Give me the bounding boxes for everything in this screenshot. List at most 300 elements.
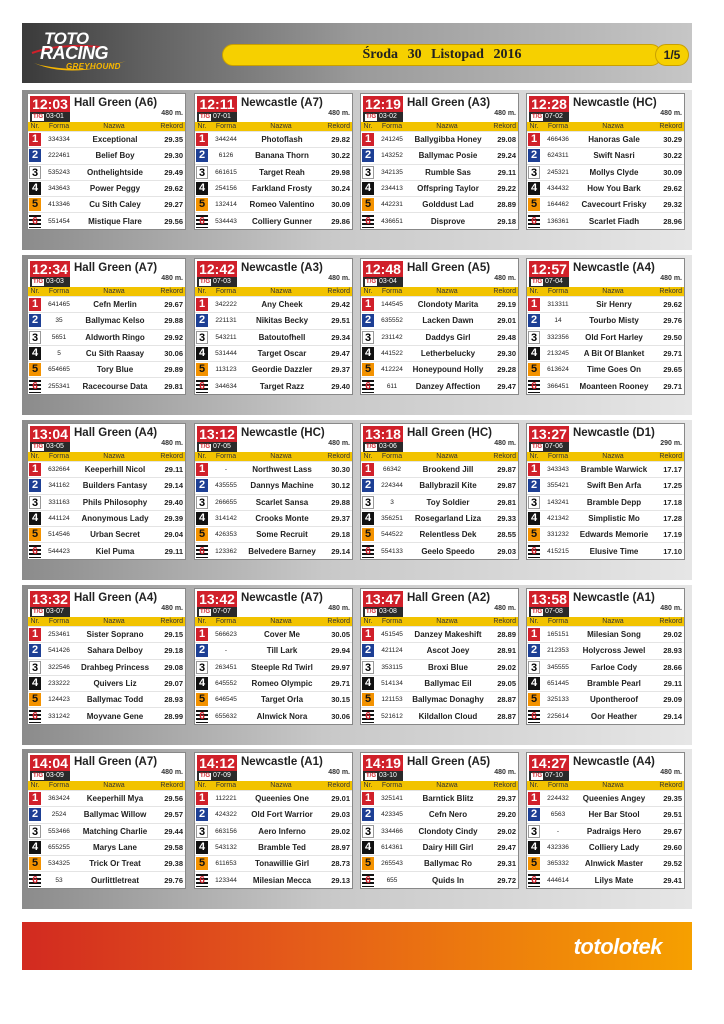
runner-form: 143241 bbox=[547, 498, 569, 506]
runner-name: Tourbo Misty bbox=[589, 316, 639, 326]
runner-form: 144545 bbox=[381, 301, 403, 309]
runner-record: 28.91 bbox=[497, 646, 516, 656]
runner-name: Ballymac Kelso bbox=[85, 316, 145, 326]
col-rekord: Rekord bbox=[160, 288, 183, 295]
runner-form: 423345 bbox=[381, 811, 403, 819]
runner-record: 28.99 bbox=[164, 711, 183, 721]
runner-name: Scarlet Fiadh bbox=[588, 216, 640, 226]
trap-number: 5 bbox=[528, 363, 540, 376]
race-code-value: 07-04 bbox=[545, 278, 563, 285]
runner-form: 334466 bbox=[381, 827, 403, 835]
runner-row bbox=[527, 855, 684, 871]
runner-row bbox=[28, 345, 185, 361]
trap-number: 1 bbox=[196, 792, 208, 805]
runner-name: Clondoty Cindy bbox=[418, 826, 478, 836]
runner-row bbox=[527, 526, 684, 542]
runner-name: Simplistic Mo bbox=[588, 514, 640, 524]
runner-name: Old Fort Warrior bbox=[251, 810, 313, 820]
column-headers bbox=[527, 122, 684, 131]
runner-record: 29.81 bbox=[164, 381, 183, 391]
col-nr: Nr. bbox=[363, 453, 373, 460]
runner-form: 432336 bbox=[547, 844, 569, 852]
runner-form: 255341 bbox=[48, 382, 70, 390]
trap-number: 6 bbox=[196, 545, 208, 558]
page-footer bbox=[22, 922, 692, 970]
runner-name: Ballymac Posie bbox=[418, 151, 478, 161]
trap-number: 5 bbox=[362, 857, 374, 870]
col-nr: Nr. bbox=[529, 123, 539, 130]
column-headers bbox=[28, 452, 185, 461]
runner-name: Power Peggy bbox=[89, 184, 141, 194]
runner-row bbox=[361, 790, 518, 806]
runner-form: 245321 bbox=[547, 168, 569, 176]
runner-row bbox=[361, 329, 518, 345]
runner-record: 29.02 bbox=[497, 826, 516, 836]
runner-name: Some Recruit bbox=[256, 530, 308, 540]
runner-form: 234413 bbox=[381, 185, 403, 193]
runner-row bbox=[28, 180, 185, 196]
trap-number: 3 bbox=[29, 496, 41, 509]
runner-record: 29.47 bbox=[331, 349, 350, 359]
runner-row bbox=[527, 180, 684, 196]
race-distance: 480 m. bbox=[660, 605, 682, 612]
runner-name: Old Fort Harley bbox=[585, 332, 643, 342]
runner-record: 29.65 bbox=[663, 365, 682, 375]
runner-name: Moanteen Rooney bbox=[579, 381, 649, 391]
runner-form: 265543 bbox=[381, 860, 403, 868]
runner-name: Upontheroof bbox=[590, 695, 638, 705]
trap-number: 3 bbox=[362, 331, 374, 344]
trap-number: 2 bbox=[528, 149, 540, 162]
trap-number: 5 bbox=[29, 363, 41, 376]
trap-number: 4 bbox=[362, 182, 374, 195]
trap-number: 5 bbox=[196, 363, 208, 376]
runner-name: Keeperhill Nicol bbox=[84, 465, 146, 475]
trap-number: 5 bbox=[528, 528, 540, 541]
runner-name: Anonymous Lady bbox=[81, 514, 149, 524]
race-time: 13:47 bbox=[363, 591, 403, 607]
race-code-value: 07-05 bbox=[213, 443, 231, 450]
race-distance: 480 m. bbox=[494, 440, 516, 447]
runner-name: Kildallon Cloud bbox=[418, 711, 478, 721]
runner-record: 29.27 bbox=[164, 200, 183, 210]
race-code bbox=[529, 277, 569, 287]
col-forma: Forma bbox=[48, 123, 70, 130]
runner-name: A Bit Of Blanket bbox=[583, 349, 645, 359]
col-rekord: Rekord bbox=[160, 453, 183, 460]
runner-row bbox=[28, 461, 185, 477]
tg-label: T/G bbox=[366, 609, 376, 615]
col-nr: Nr. bbox=[529, 782, 539, 789]
trap-number: 1 bbox=[196, 463, 208, 476]
race-track: Hall Green (A7) bbox=[74, 262, 158, 274]
runner-row bbox=[195, 855, 352, 871]
col-nazwa: Nazwa bbox=[270, 123, 292, 130]
column-headers bbox=[28, 122, 185, 131]
race-header bbox=[361, 259, 518, 287]
runner-name: Holycross Jewel bbox=[582, 646, 646, 656]
runner-name: Cavecourt Frisky bbox=[581, 200, 647, 210]
runner-form: 424322 bbox=[215, 811, 237, 819]
runner-name: Cefn Merlin bbox=[93, 300, 137, 310]
runner-name: Target Razz bbox=[259, 381, 305, 391]
trap-number: 6 bbox=[362, 874, 374, 887]
runner-name: Geordie Dazzler bbox=[251, 365, 313, 375]
runner-form: 441522 bbox=[381, 350, 403, 358]
trap-number: 1 bbox=[528, 298, 540, 311]
runner-form: 124423 bbox=[48, 696, 70, 704]
runner-row bbox=[195, 377, 352, 393]
race-track: Hall Green (A2) bbox=[407, 592, 491, 604]
runner-record: 29.62 bbox=[663, 300, 682, 310]
race-card bbox=[360, 93, 519, 230]
runner-form: 344634 bbox=[215, 382, 237, 390]
tg-label: T/G bbox=[200, 609, 210, 615]
trap-number: 2 bbox=[196, 479, 208, 492]
runner-form: 624311 bbox=[547, 152, 569, 160]
runner-form: 212353 bbox=[547, 647, 569, 655]
runner-row bbox=[527, 494, 684, 510]
runner-row bbox=[527, 312, 684, 328]
runner-row bbox=[527, 806, 684, 822]
runner-row bbox=[28, 510, 185, 526]
runner-row bbox=[361, 839, 518, 855]
trap-number: 1 bbox=[29, 463, 41, 476]
runner-name: Cu Sith Caley bbox=[89, 200, 141, 210]
runner-name: Ballybrazil Kite bbox=[419, 481, 477, 491]
runner-record: 29.18 bbox=[497, 216, 516, 226]
col-nazwa: Nazwa bbox=[436, 618, 458, 625]
race-code bbox=[197, 607, 237, 617]
runner-row bbox=[527, 377, 684, 393]
race-code-value: 03-10 bbox=[379, 772, 397, 779]
runner-form: 541426 bbox=[48, 647, 70, 655]
race-code-value: 03-02 bbox=[379, 113, 397, 120]
runner-form: 112221 bbox=[215, 795, 237, 803]
tg-label: T/G bbox=[532, 609, 542, 615]
runner-row bbox=[195, 526, 352, 542]
column-headers bbox=[195, 287, 352, 296]
runner-record: 29.47 bbox=[497, 381, 516, 391]
race-time: 14:27 bbox=[529, 755, 569, 771]
trap-number: 3 bbox=[196, 166, 208, 179]
trap-number: 3 bbox=[196, 825, 208, 838]
race-code bbox=[197, 771, 237, 781]
runner-name: Target Orla bbox=[260, 695, 304, 705]
race-track: Newcastle (A4) bbox=[573, 756, 655, 768]
runner-name: Tonawillie Girl bbox=[254, 859, 310, 869]
trap-number: 3 bbox=[362, 825, 374, 838]
runner-record: 29.38 bbox=[164, 859, 183, 869]
date-year: 2016 bbox=[493, 47, 522, 62]
runner-record: 28.73 bbox=[331, 859, 350, 869]
race-header bbox=[527, 589, 684, 617]
runner-name: Geelo Speedo bbox=[421, 546, 475, 556]
trap-number: 4 bbox=[29, 512, 41, 525]
race-code bbox=[197, 112, 237, 122]
race-header bbox=[28, 259, 185, 287]
trap-number: 3 bbox=[196, 661, 208, 674]
runner-name: Quids In bbox=[432, 875, 464, 885]
tg-label: T/G bbox=[200, 279, 210, 285]
runner-name: Brookend Jill bbox=[422, 465, 474, 475]
runner-record: 29.82 bbox=[331, 135, 350, 145]
race-distance: 480 m. bbox=[660, 769, 682, 776]
runner-form: 415215 bbox=[547, 547, 569, 555]
runner-form: 421124 bbox=[381, 647, 403, 655]
race-track: Hall Green (A3) bbox=[407, 97, 491, 109]
runner-row bbox=[195, 494, 352, 510]
runner-row bbox=[28, 296, 185, 312]
race-header bbox=[28, 424, 185, 452]
tg-label: T/G bbox=[33, 609, 43, 615]
runner-row bbox=[28, 212, 185, 228]
runner-name: Romeo Valentino bbox=[249, 200, 315, 210]
runner-record: 17.19 bbox=[663, 530, 682, 540]
toto-racing-logo bbox=[30, 29, 140, 77]
runner-form: 614361 bbox=[381, 844, 403, 852]
tg-label: T/G bbox=[532, 773, 542, 779]
runner-record: 28.66 bbox=[663, 662, 682, 672]
trap-number: 5 bbox=[196, 528, 208, 541]
runner-record: 29.24 bbox=[497, 151, 516, 161]
race-card bbox=[27, 93, 186, 230]
runner-row bbox=[195, 626, 352, 642]
race-track: Newcastle (A7) bbox=[241, 97, 323, 109]
runner-record: 29.20 bbox=[497, 810, 516, 820]
runner-name: Danzey Affection bbox=[415, 381, 481, 391]
runner-name: Edwards Memorie bbox=[579, 530, 649, 540]
race-distance: 480 m. bbox=[328, 440, 350, 447]
runner-row bbox=[28, 823, 185, 839]
runner-form: 331242 bbox=[48, 712, 70, 720]
runner-name: Ballygibba Honey bbox=[414, 135, 482, 145]
trap-number: 4 bbox=[196, 347, 208, 360]
trap-number: 6 bbox=[196, 710, 208, 723]
race-code-value: 03-01 bbox=[46, 113, 64, 120]
tg-label: T/G bbox=[532, 114, 542, 120]
col-rekord: Rekord bbox=[659, 453, 682, 460]
runner-record: 30.09 bbox=[663, 167, 682, 177]
runner-name: Farloe Cody bbox=[590, 662, 638, 672]
runner-row bbox=[28, 329, 185, 345]
col-nazwa: Nazwa bbox=[103, 453, 125, 460]
race-card bbox=[194, 588, 353, 725]
logo-line3: GREYHOUND bbox=[66, 62, 121, 71]
runner-form: 534443 bbox=[215, 217, 237, 225]
race-distance: 480 m. bbox=[660, 110, 682, 117]
race-header bbox=[527, 94, 684, 122]
runner-name: Drahbeg Princess bbox=[80, 662, 150, 672]
col-forma: Forma bbox=[215, 123, 237, 130]
runner-record: 29.30 bbox=[164, 151, 183, 161]
runner-record: 29.76 bbox=[164, 875, 183, 885]
runner-form: 241245 bbox=[381, 136, 403, 144]
race-card bbox=[360, 752, 519, 889]
runner-form: 342222 bbox=[215, 301, 237, 309]
runner-name: Target Reah bbox=[259, 167, 305, 177]
race-card bbox=[526, 258, 685, 395]
runner-row bbox=[28, 659, 185, 675]
race-card bbox=[526, 93, 685, 230]
runner-form: 543211 bbox=[215, 333, 237, 341]
runner-record: 17.18 bbox=[663, 497, 682, 507]
runner-name: Crooks Monte bbox=[255, 514, 309, 524]
trap-number: 4 bbox=[196, 841, 208, 854]
runner-record: 29.07 bbox=[164, 679, 183, 689]
race-code bbox=[30, 607, 70, 617]
trap-number: 4 bbox=[528, 677, 540, 690]
race-distance: 480 m. bbox=[161, 440, 183, 447]
trap-number: 3 bbox=[29, 825, 41, 838]
runner-row bbox=[361, 164, 518, 180]
runner-record: 29.01 bbox=[497, 316, 516, 326]
col-nazwa: Nazwa bbox=[270, 782, 292, 789]
trap-number: 6 bbox=[362, 710, 374, 723]
runner-name: Sister Soprano bbox=[86, 630, 144, 640]
trap-number: 5 bbox=[362, 528, 374, 541]
runner-row bbox=[361, 626, 518, 642]
runner-name: Her Bar Stool bbox=[588, 810, 640, 820]
runner-form: 661615 bbox=[215, 168, 237, 176]
runner-record: 29.35 bbox=[663, 794, 682, 804]
runner-record: 28.96 bbox=[663, 216, 682, 226]
runner-record: 29.37 bbox=[497, 794, 516, 804]
runner-row bbox=[28, 642, 185, 658]
runner-name: Moyvane Gene bbox=[86, 711, 144, 721]
runner-record: 29.01 bbox=[331, 794, 350, 804]
race-time: 12:57 bbox=[529, 261, 569, 277]
runner-name: Scarlet Sansa bbox=[255, 497, 309, 507]
trap-number: 6 bbox=[29, 710, 41, 723]
trap-number: 1 bbox=[528, 792, 540, 805]
race-header bbox=[527, 259, 684, 287]
col-nr: Nr. bbox=[363, 782, 373, 789]
runner-name: Alnwick Nora bbox=[256, 711, 308, 721]
trap-number: 4 bbox=[196, 512, 208, 525]
runner-name: Belief Boy bbox=[95, 151, 135, 161]
col-rekord: Rekord bbox=[493, 123, 516, 130]
runner-record: 29.14 bbox=[164, 481, 183, 491]
col-nr: Nr. bbox=[30, 618, 40, 625]
runner-row bbox=[195, 131, 352, 147]
trap-number: 2 bbox=[362, 644, 374, 657]
runner-row bbox=[361, 675, 518, 691]
race-card bbox=[526, 752, 685, 889]
runner-row bbox=[527, 659, 684, 675]
runner-row bbox=[527, 164, 684, 180]
trap-number: 2 bbox=[29, 808, 41, 821]
runner-record: 29.56 bbox=[164, 216, 183, 226]
trap-number: 3 bbox=[528, 331, 540, 344]
runner-form: - bbox=[224, 647, 228, 655]
trap-number: 3 bbox=[29, 166, 41, 179]
race-track: Newcastle (A1) bbox=[241, 756, 323, 768]
trap-number: 4 bbox=[362, 347, 374, 360]
runner-form: 531444 bbox=[215, 350, 237, 358]
runner-form: 53 bbox=[55, 876, 63, 884]
race-distance: 480 m. bbox=[660, 275, 682, 282]
runner-record: 29.87 bbox=[497, 465, 516, 475]
column-headers bbox=[527, 617, 684, 626]
race-header bbox=[361, 94, 518, 122]
runner-row bbox=[195, 477, 352, 493]
runner-record: 17.17 bbox=[663, 465, 682, 475]
tg-label: T/G bbox=[532, 279, 542, 285]
runner-record: 29.08 bbox=[497, 135, 516, 145]
col-rekord: Rekord bbox=[659, 782, 682, 789]
col-forma: Forma bbox=[48, 453, 70, 460]
runner-record: 29.57 bbox=[164, 810, 183, 820]
trap-number: 6 bbox=[362, 380, 374, 393]
runner-form: 266655 bbox=[215, 498, 237, 506]
runner-row bbox=[195, 659, 352, 675]
race-card bbox=[360, 258, 519, 395]
runner-form: 132414 bbox=[215, 201, 237, 209]
trap-number: 1 bbox=[528, 133, 540, 146]
trap-number: 1 bbox=[362, 792, 374, 805]
runner-form: 611653 bbox=[215, 860, 237, 868]
runner-form: 645552 bbox=[215, 680, 237, 688]
race-header bbox=[195, 259, 352, 287]
runner-form: 165151 bbox=[547, 631, 569, 639]
runner-name: Lacken Dawn bbox=[422, 316, 474, 326]
runner-record: 29.94 bbox=[331, 646, 350, 656]
runner-name: Target Oscar bbox=[257, 349, 307, 359]
column-headers bbox=[527, 452, 684, 461]
race-code-value: 07-06 bbox=[545, 443, 563, 450]
runner-form: 521612 bbox=[381, 712, 403, 720]
col-forma: Forma bbox=[381, 618, 403, 625]
runner-row bbox=[527, 839, 684, 855]
runner-record: 28.55 bbox=[497, 530, 516, 540]
col-rekord: Rekord bbox=[160, 618, 183, 625]
column-headers bbox=[195, 452, 352, 461]
trap-number: 4 bbox=[196, 677, 208, 690]
runner-name: Cover Me bbox=[263, 630, 300, 640]
trap-number: 6 bbox=[362, 215, 374, 228]
runner-name: Letherbelucky bbox=[420, 349, 476, 359]
tg-label: T/G bbox=[366, 773, 376, 779]
runner-form: 225614 bbox=[547, 712, 569, 720]
runner-form: 444614 bbox=[547, 876, 569, 884]
trap-number: 6 bbox=[196, 874, 208, 887]
trap-number: 4 bbox=[528, 841, 540, 854]
runner-form: 325133 bbox=[547, 696, 569, 704]
runner-record: 29.15 bbox=[164, 630, 183, 640]
runner-record: 29.71 bbox=[663, 349, 682, 359]
race-header bbox=[195, 94, 352, 122]
runner-name: Bramble Depp bbox=[586, 497, 642, 507]
trap-number: 5 bbox=[29, 693, 41, 706]
race-track: Newcastle (HC) bbox=[573, 97, 657, 109]
race-code bbox=[363, 442, 403, 452]
runner-name: Elusive Time bbox=[589, 546, 639, 556]
runner-record: 29.67 bbox=[164, 300, 183, 310]
race-time: 13:32 bbox=[30, 591, 70, 607]
trap-number: 2 bbox=[29, 149, 41, 162]
runner-form: 514546 bbox=[48, 531, 70, 539]
runner-name: Lilys Mate bbox=[594, 875, 634, 885]
runner-record: 29.86 bbox=[331, 216, 350, 226]
runner-row bbox=[28, 147, 185, 163]
race-code bbox=[529, 607, 569, 617]
race-code bbox=[30, 442, 70, 452]
runner-form: 663156 bbox=[215, 827, 237, 835]
col-nazwa: Nazwa bbox=[436, 123, 458, 130]
column-headers bbox=[527, 781, 684, 790]
runner-form: 5 bbox=[57, 350, 61, 358]
